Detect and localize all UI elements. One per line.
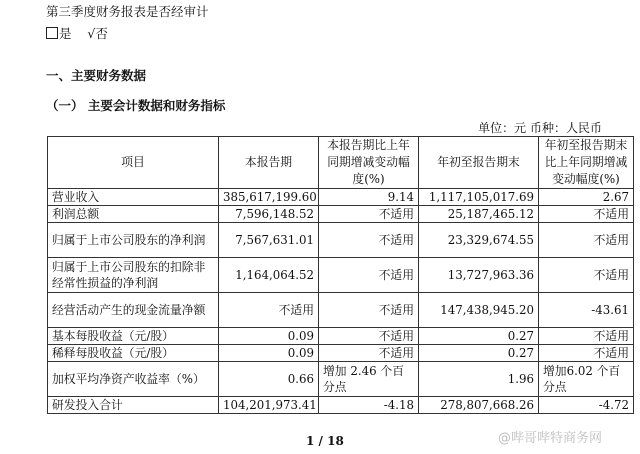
header-current-change: 本报告期比上年同期增减变动幅度(%) (319, 137, 419, 189)
row-ytd-change: 不适用 (539, 345, 634, 362)
row-item: 利润总额 (48, 206, 219, 223)
row-item: 归属于上市公司股东的净利润 (48, 223, 219, 258)
row-ytd-change: 不适用 (539, 223, 634, 258)
row-current: 0.66 (219, 362, 319, 397)
row-item: 研发投入合计 (48, 397, 219, 414)
unit-currency-line: 单位：元 币种：人民币 (478, 121, 602, 135)
row-change: 9.14 (319, 189, 419, 206)
row-change: 不适用 (319, 206, 419, 223)
table-row (48, 206, 634, 223)
section-title: 一、主要财务数据 (46, 68, 147, 83)
audit-option-no: 否 (95, 26, 108, 41)
audit-question: 第三季度财务报表是否经审计 (46, 4, 209, 19)
header-current-period: 本报告期 (219, 137, 319, 189)
row-current: 385,617,199.60 (219, 189, 319, 206)
row-change: 不适用 (319, 223, 419, 258)
row-item: 稀释每股收益（元/股） (48, 345, 219, 362)
row-ytd-change: 不适用 (539, 206, 634, 223)
row-item: 营业收入 (48, 189, 219, 206)
subsection-title: （一） 主要会计数据和财务指标 (46, 98, 226, 113)
row-ytd: 23,329,674.55 (419, 223, 539, 258)
table-header-row (48, 137, 634, 189)
table-row (48, 258, 634, 293)
row-current: 不适用 (219, 293, 319, 328)
row-change: 增加 2.46 个百分点 (319, 362, 419, 397)
table-row (48, 189, 634, 206)
row-ytd: 0.27 (419, 328, 539, 345)
row-ytd-change: 不适用 (539, 328, 634, 345)
header-ytd-change: 年初至报告期末比上年同期增减变动幅度(%) (539, 137, 634, 189)
row-change: 不适用 (319, 258, 419, 293)
table-row (48, 345, 634, 362)
row-ytd: 147,438,945.20 (419, 293, 539, 328)
table-row (48, 397, 634, 414)
row-item: 归属于上市公司股东的扣除非经常性损益的净利润 (48, 258, 219, 293)
row-current: 0.09 (219, 328, 319, 345)
row-item: 基本每股收益（元/股） (48, 328, 219, 345)
row-change: 不适用 (319, 345, 419, 362)
page-number: 1 / 18 (306, 434, 344, 448)
row-current: 0.09 (219, 345, 319, 362)
table-row (48, 293, 634, 328)
financial-data-table (47, 136, 634, 414)
row-item: 经营活动产生的现金流量净额 (48, 293, 219, 328)
row-current: 1,164,064.52 (219, 258, 319, 293)
row-item: 加权平均净资产收益率（%） (48, 362, 219, 397)
row-ytd: 278,807,668.26 (419, 397, 539, 414)
row-ytd-change: 不适用 (539, 258, 634, 293)
table-row (48, 223, 634, 258)
row-ytd-change: -43.61 (539, 293, 634, 328)
row-current: 7,567,631.01 (219, 223, 319, 258)
row-ytd: 1,117,105,017.69 (419, 189, 539, 206)
row-ytd: 1.96 (419, 362, 539, 397)
row-ytd-change: 增加6.02 个百分点 (539, 362, 634, 397)
checkbox-icon (46, 27, 58, 39)
header-item: 项目 (48, 137, 219, 189)
audit-option-yes: 是 (59, 26, 72, 41)
row-current: 104,201,973.41 (219, 397, 319, 414)
table-row (48, 362, 634, 397)
row-change: 不适用 (319, 293, 419, 328)
check-mark-icon: √ (87, 26, 96, 41)
row-ytd: 25,187,465.12 (419, 206, 539, 223)
watermark: @哔哥哔特商务网 (498, 431, 603, 446)
row-current: 7,596,148.52 (219, 206, 319, 223)
row-ytd-change: 2.67 (539, 189, 634, 206)
table-row (48, 328, 634, 345)
row-change: -4.18 (319, 397, 419, 414)
row-ytd-change: -4.72 (539, 397, 634, 414)
header-ytd: 年初至报告期末 (419, 137, 539, 189)
row-change: 不适用 (319, 328, 419, 345)
row-ytd: 13,727,963.36 (419, 258, 539, 293)
row-ytd: 0.27 (419, 345, 539, 362)
audit-options (46, 24, 108, 42)
